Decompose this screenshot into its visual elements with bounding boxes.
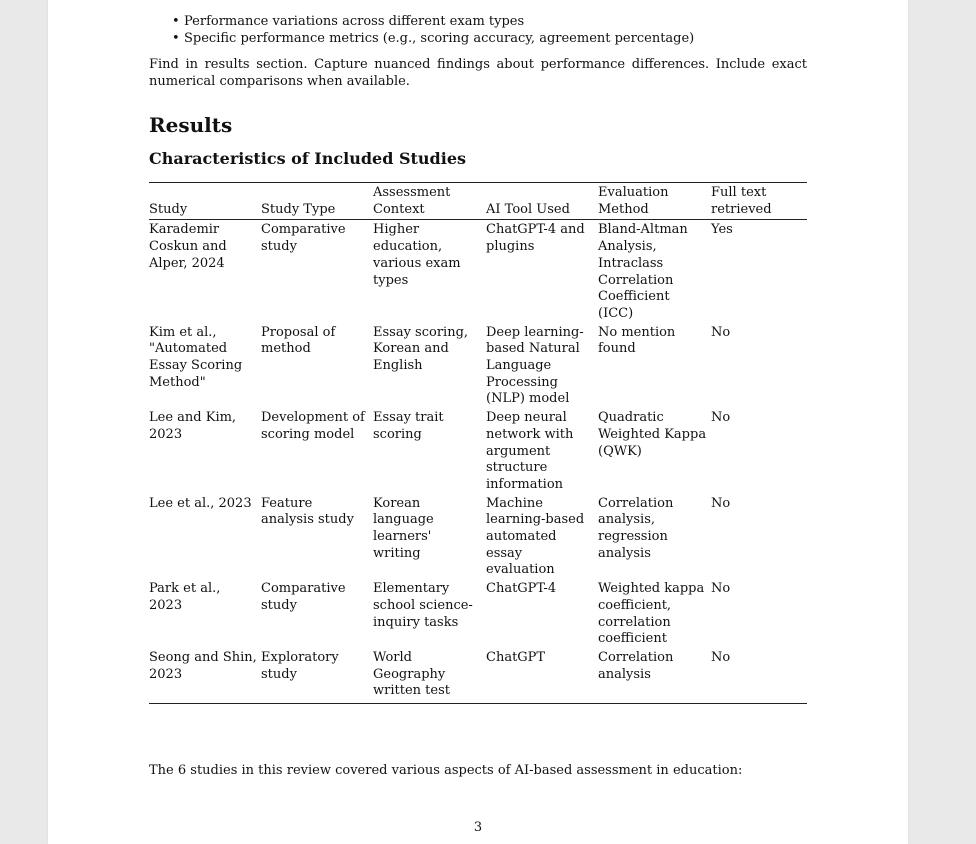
instruction-paragraph: Find in results section. Capture nuanced findings about performance differences. Include exact numerical comparisons when available.	[149, 57, 807, 89]
table-row	[149, 648, 807, 704]
column-header: AI Tool Used	[486, 201, 570, 217]
table-cell: No	[711, 324, 731, 340]
table-cell: Machine learning-based automated essay evaluation	[486, 495, 585, 578]
table-cell: Feature analysis study	[261, 495, 354, 528]
table-cell: Park et al., 2023	[149, 581, 221, 613]
table-cell: Exploratory study	[261, 649, 339, 682]
table-cell: Proposal of method	[261, 324, 336, 357]
column-header: Assessment Context	[373, 185, 451, 217]
table-cell: No	[711, 410, 731, 426]
bullet-list	[149, 13, 694, 47]
column-header: Evaluation Method	[598, 185, 669, 217]
section-title: Results	[149, 113, 233, 137]
table-cell: Essay scoring, Korean and English	[373, 324, 469, 374]
table-row	[149, 408, 807, 494]
table-cell: Karademir Coskun and Alper, 2024	[149, 222, 227, 271]
table-cell: Kim et al., "Automated Essay Scoring Method"	[149, 324, 243, 390]
table-cell: ChatGPT-4	[486, 581, 557, 597]
table-cell: Development of scoring model	[261, 410, 365, 442]
summary-paragraph: The 6 studies in this review covered various aspects of AI-based assessment in education:	[149, 763, 743, 778]
table-cell: Deep neural network with argument structure information	[486, 410, 574, 492]
table-cell: No	[711, 581, 731, 597]
table-cell: Comparative study	[261, 581, 346, 613]
table-row	[149, 220, 807, 323]
table-cell: ChatGPT-4 and plugins	[486, 222, 585, 255]
subsection-title: Characteristics of Included Studies	[149, 149, 466, 168]
table-cell: Yes	[711, 222, 733, 238]
bullet-item: • Performance variations across different exam types	[184, 13, 694, 30]
table-cell: Quadratic Weighted Kappa (QWK)	[598, 410, 707, 459]
table-cell: Deep learning-based Natural Language Processing (NLP) model	[486, 324, 584, 407]
bullet-item: • Specific performance metrics (e.g., scoring accuracy, agreement percentage)	[184, 30, 694, 47]
table-cell: Lee et al., 2023	[149, 495, 252, 511]
table-cell: Bland-Altman Analysis, Intraclass Correlation Coefficient (ICC)	[598, 222, 688, 321]
table-cell: World Geography written test	[373, 649, 450, 699]
table-cell: Korean language learners' writing	[373, 495, 434, 561]
table-cell: No mention found	[598, 324, 676, 357]
page-number: 3	[473, 820, 483, 835]
table-cell: Correlation analysis, regression analysis	[598, 495, 674, 561]
table-cell: Essay trait scoring	[373, 410, 444, 442]
table-cell: Lee and Kim, 2023	[149, 410, 237, 442]
column-header: Full text retrieved	[711, 185, 772, 217]
column-header: Study Type	[261, 201, 336, 217]
table-row	[149, 579, 807, 648]
table-header-row	[149, 183, 807, 220]
table-cell: No	[711, 649, 731, 665]
table-cell: Elementary school science-inquiry tasks	[373, 581, 473, 630]
table-cell: Correlation analysis	[598, 649, 674, 682]
document-page	[48, 0, 908, 844]
table-cell: Higher education, various exam types	[373, 222, 461, 288]
table-cell: Seong and Shin, 2023	[149, 649, 257, 682]
table-cell: Comparative study	[261, 222, 346, 255]
studies-table	[149, 182, 807, 704]
table-cell: Weighted kappa coefficient, correlation coefficient	[598, 581, 705, 647]
table-row	[149, 323, 807, 409]
table-cell: ChatGPT	[486, 649, 546, 665]
table-row	[149, 494, 807, 580]
table-cell: No	[711, 495, 731, 511]
column-header: Study	[149, 201, 188, 217]
